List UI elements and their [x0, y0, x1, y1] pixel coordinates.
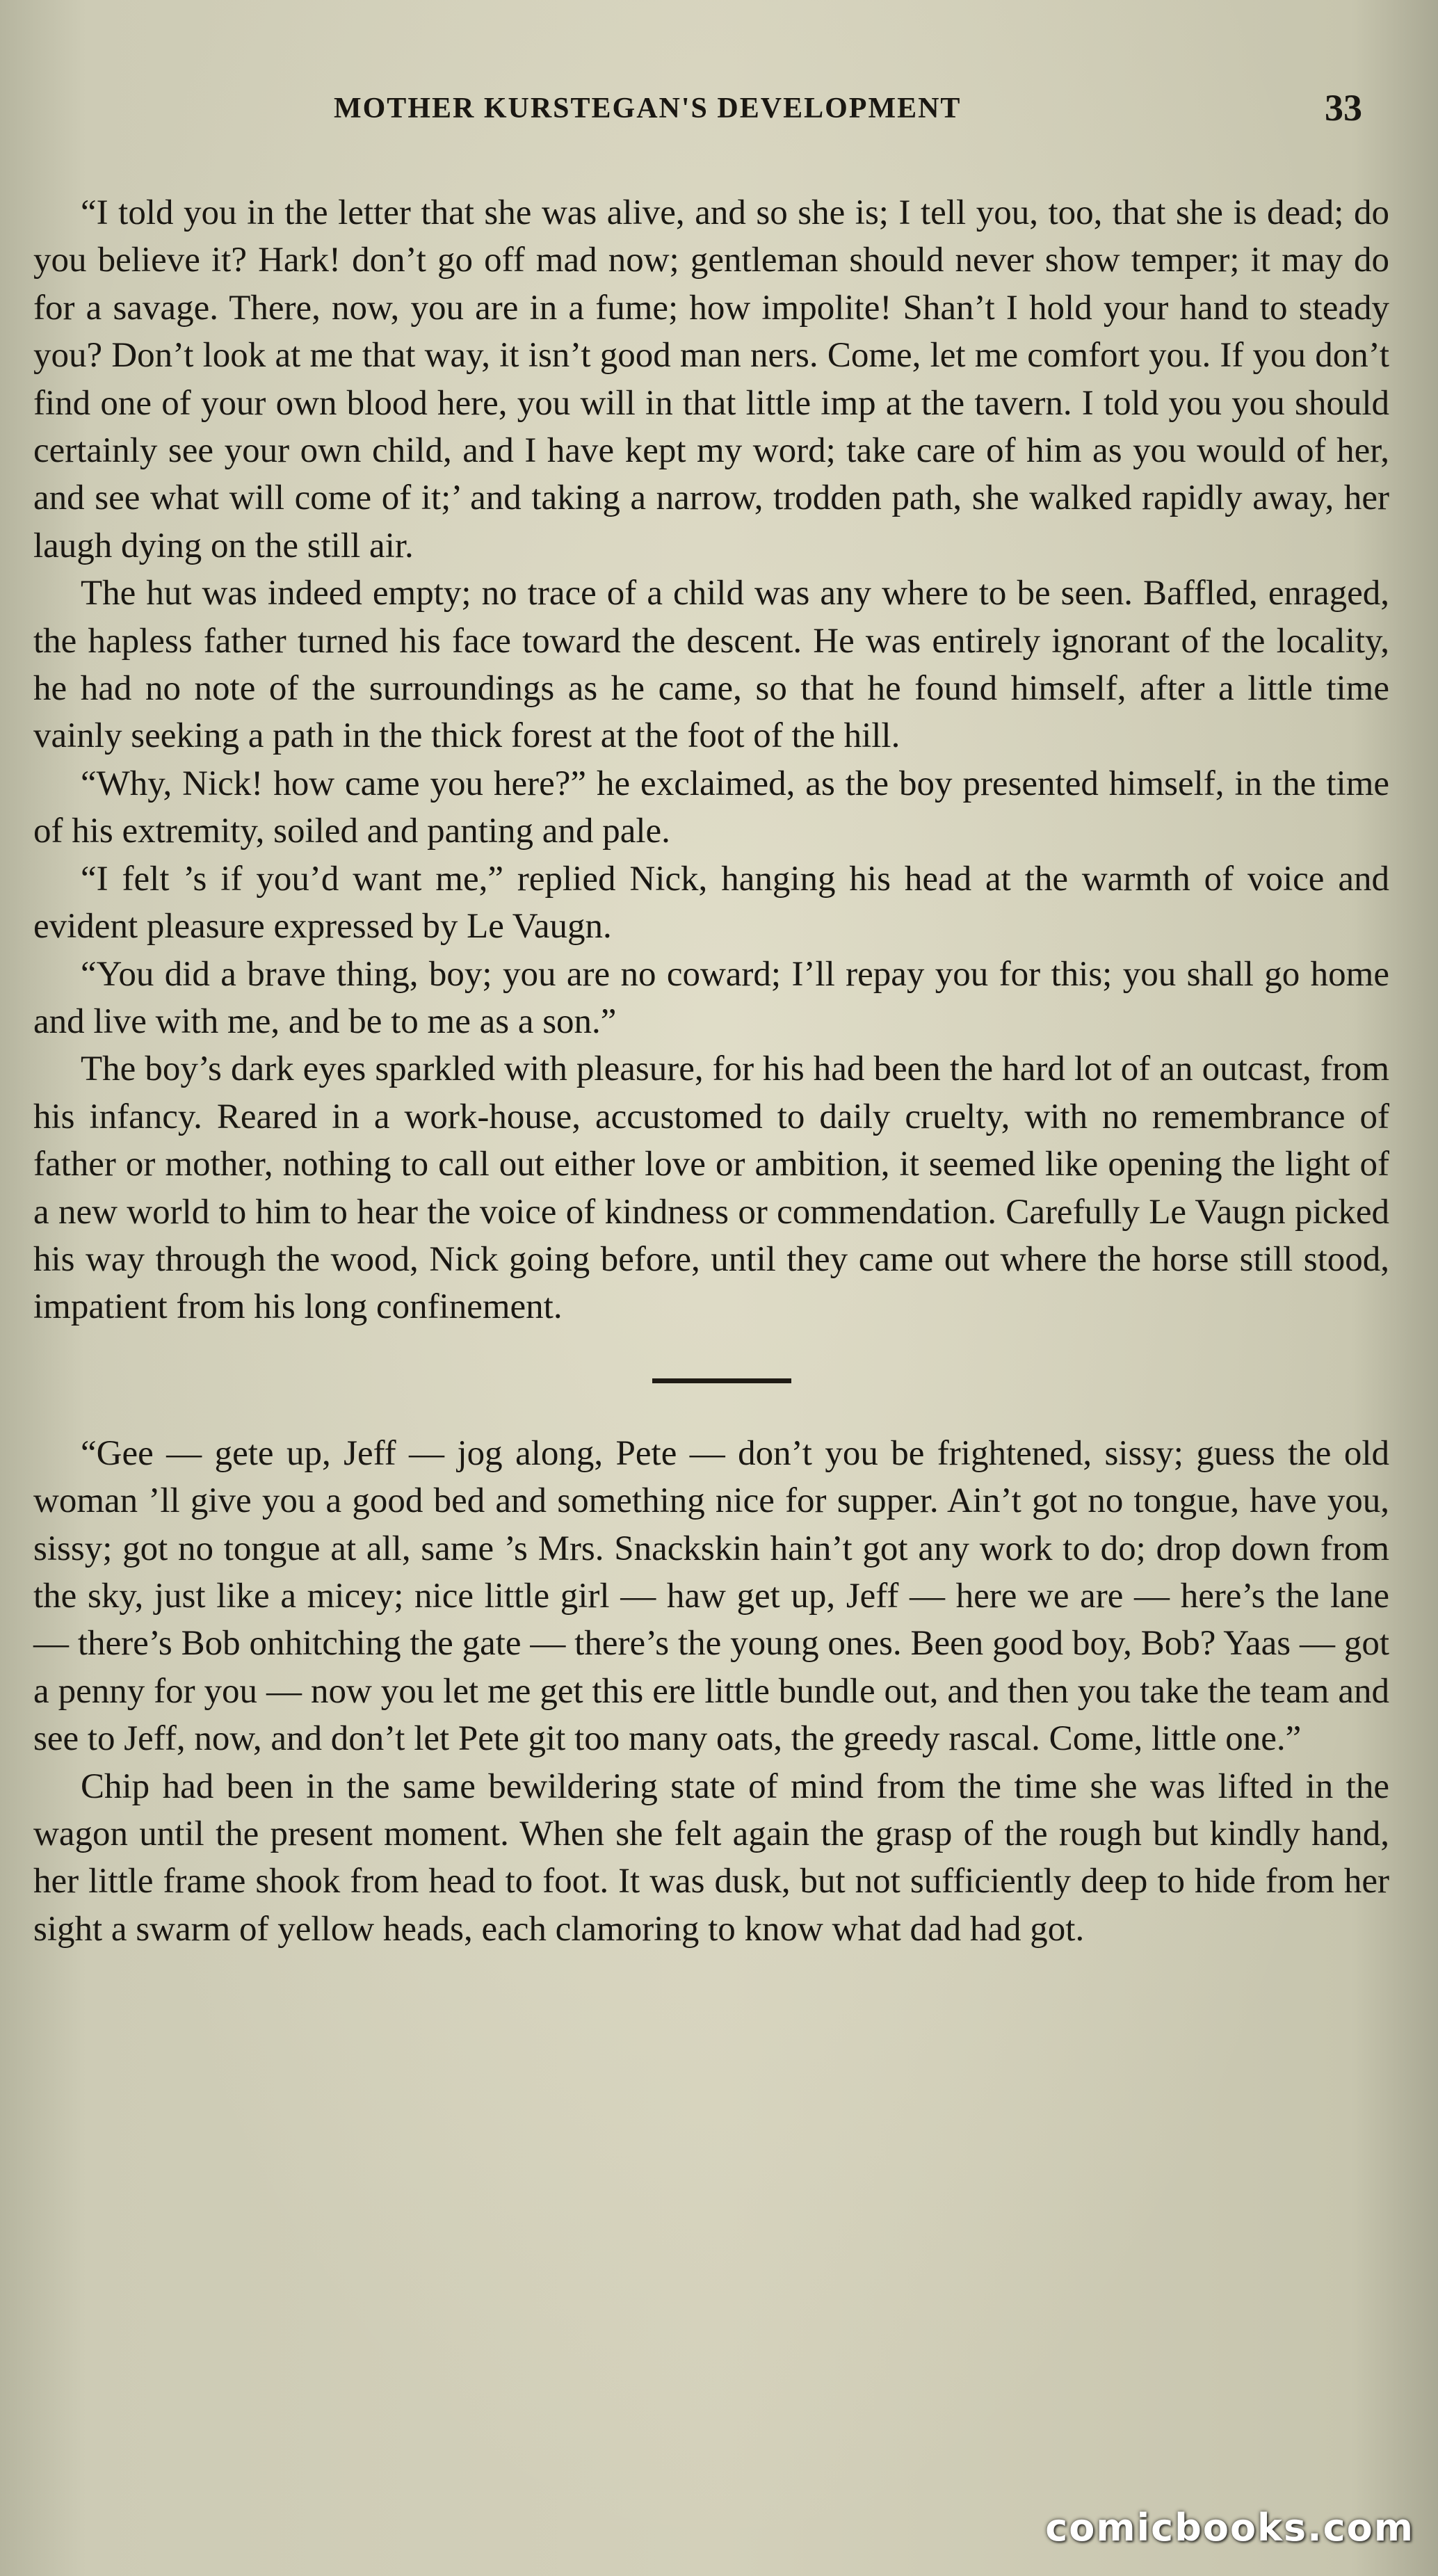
paragraph: The boy’s dark eyes sparkled with pleasure, for his had been the hard lot of an outcast, from his infancy. Reared in a work-house, accustomed to daily cruelty, with no remembrance of father or mother, nothing to call out either love or ambition, it seemed like opening the light of a new world to him to hear the voice of kindness or commendation. Carefully Le Vaugn picked his way through the wood, Nick going before, until they came out where the horse still stood, impatient from his long confinement.	[33, 1049, 1389, 1327]
watermark: comicbooks.com	[1045, 2506, 1414, 2550]
page-header	[0, 87, 1438, 140]
paragraph: Chip had been in the same bewildering state of mind from the time she was lifted in the wagon until the present moment. When she felt again the grasp of the rough but kindly hand, her little frame shook from head to foot. It was dusk, but not sufficiently deep to hide from her sight a swarm of yellow heads, each clamoring to know what dad had got.	[33, 1766, 1389, 1949]
paragraph: “I told you in the letter that she was alive, and so she is; I tell you, too, that she is dead; do you believe it? Hark! don’t go off mad now; gentleman should never show temper; it may do for a savage. There, now, you are in a fume; how impolite! Shan’t I hold your hand to steady you? Don’t look at me that way, it isn’t good man ners. Come, let me comfort you. If you don’t find one of your own blood here, you will in that little imp at the tavern. I told you you should certainly see your own child, and I have kept my word; take care of him as you would of her, and see what will come of it;’ and taking a narrow, trodden path, she walked rapidly away, her laugh dying on the still air.	[33, 193, 1389, 565]
paragraph: “Why, Nick! how came you here?” he exclaimed, as the boy presented himself, in the time of his extremity, soiled and panting and pale.	[33, 764, 1389, 851]
running-head: MOTHER KURSTEGAN'S DEVELOPMENT	[334, 92, 962, 124]
section-rule	[652, 1378, 791, 1383]
body-text	[33, 189, 1389, 1953]
page-number: 33	[1325, 87, 1362, 129]
paragraph: “Gee — gete up, Jeff — jog along, Pete — don’t you be frightened, sissy; guess the old woman ’ll give you a good bed and something nice for supper. Ain’t got no tongue, have you, sissy; got no tongue at all, same ’s Mrs. Snackskin hain’t got any work to do; drop down from the sky, just like a micey; nice little girl — haw get up, Jeff — here we are — here’s the lane — there’s Bob onhitching the gate — there’s the young ones. Been good boy, Bob? Yaas — got a penny for you — now you let me get this ere little bundle out, and then you take the team and see to Jeff, now, and don’t let Pete git too many oats, the greedy rascal. Come, little one.”	[33, 1433, 1389, 1759]
paragraph: The hut was indeed empty; no trace of a child was any where to be seen. Baffled, enraged, the hapless father turned his face toward the descent. He was entirely ignorant of the locality, he had no note of the surroundings as he came, so that he found himself, after a little time vainly seeking a path in the thick forest at the foot of the hill.	[33, 574, 1389, 756]
paragraph: “You did a brave thing, boy; you are no coward; I’ll repay you for this; you shall go home and live with me, and be to me as a son.”	[33, 954, 1389, 1041]
paragraph: “I felt ’s if you’d want me,” replied Nick, hanging his head at the warmth of voice and evident pleasure expressed by Le Vaugn.	[33, 859, 1389, 947]
section-break	[33, 1331, 1389, 1430]
